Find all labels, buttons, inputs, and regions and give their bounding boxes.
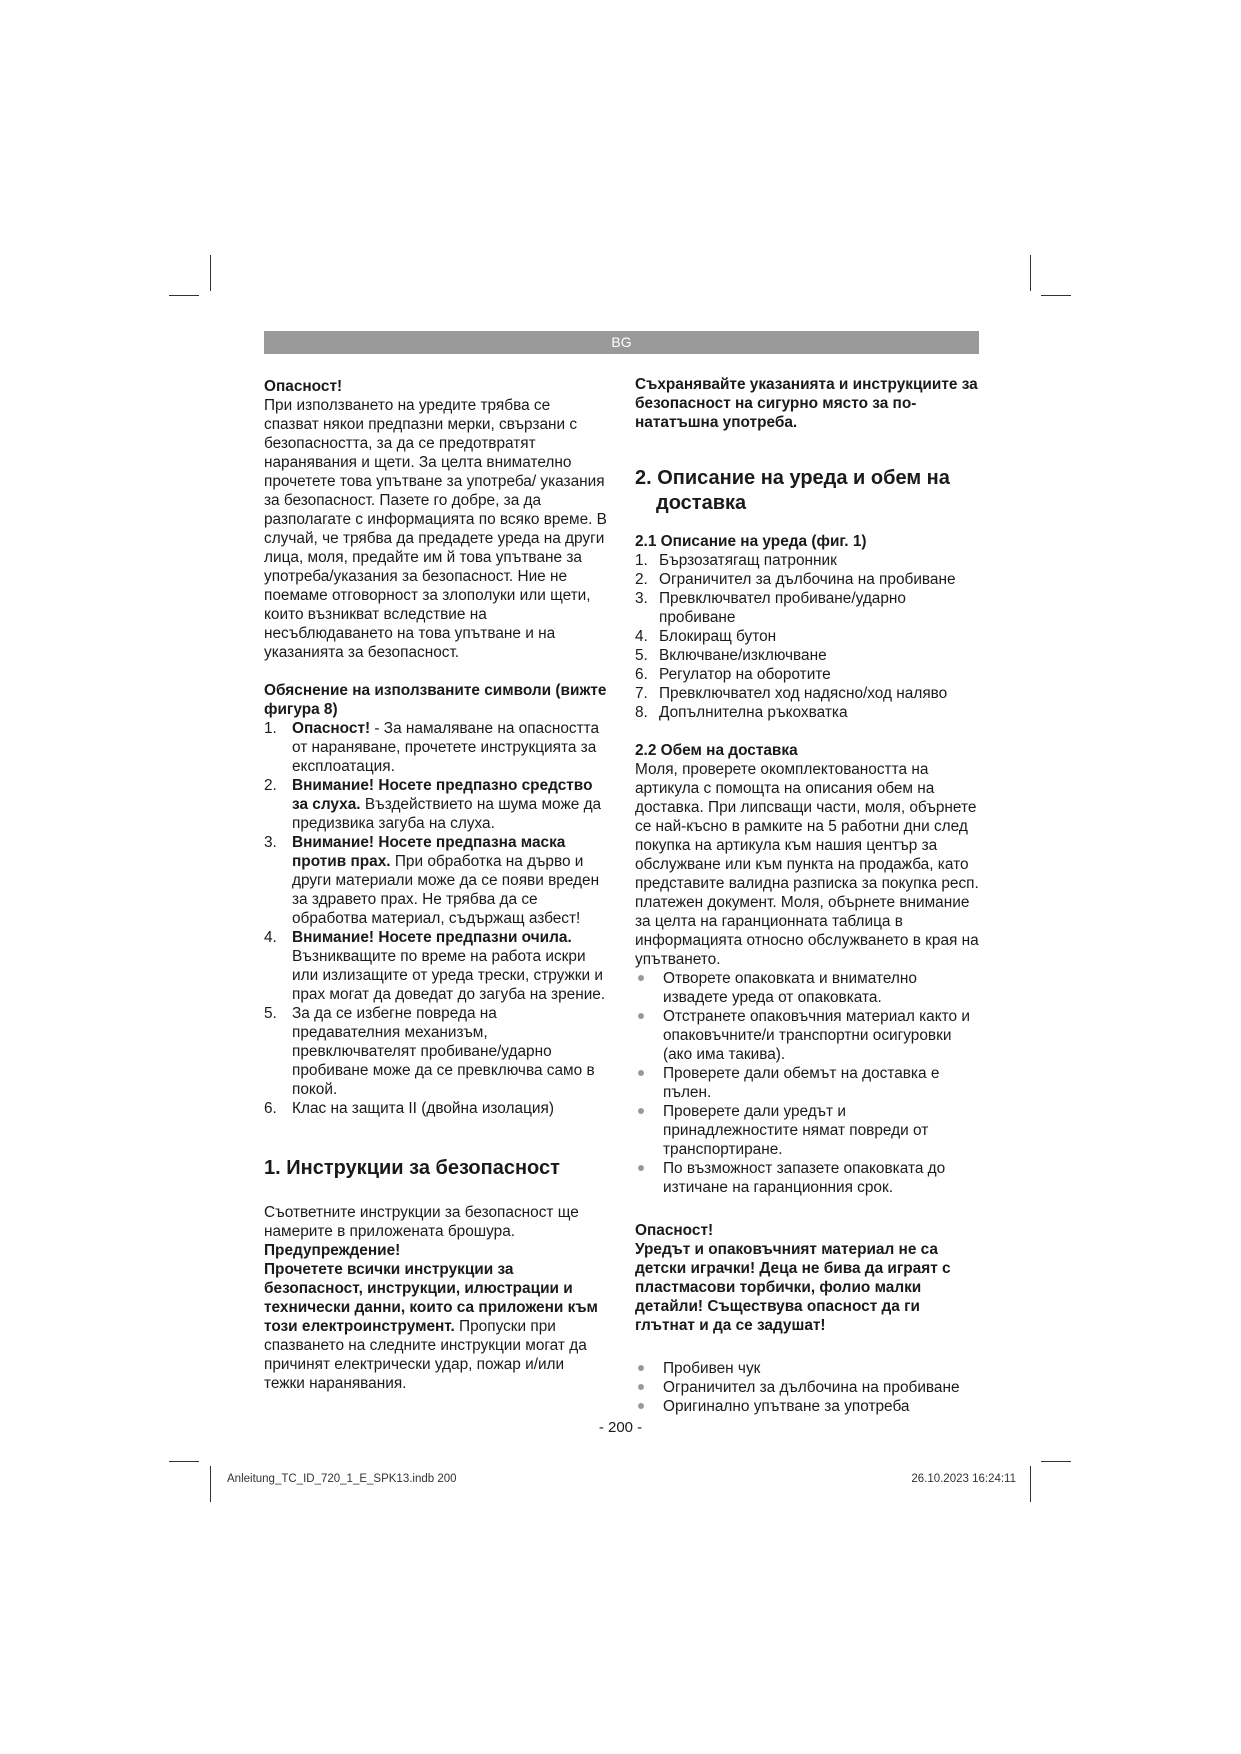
parts-list-item: 7. Превключвател ход надясно/ход наляво bbox=[635, 685, 948, 702]
symbols-list-item: 1. Опасност! - За намаляване на опасността от нараняване, прочетете инструкцията за експлоатация. bbox=[264, 720, 600, 775]
crop-mark-top-left-vertical bbox=[210, 255, 211, 291]
keep-instructions-note: Съхранявайте указанията и инструкциите за безопасност на сигурно място за по-нататъшна употреба. bbox=[635, 376, 978, 431]
symbols-list-item: 2. Внимание! Носете предпазно средство за слуха. Въздействието на шума може да предизвика загуба на слуха. bbox=[264, 777, 602, 832]
crop-mark-bottom-left-vertical bbox=[210, 1466, 211, 1502]
contents-item: Ограничител за дълбочина на пробиване bbox=[635, 1378, 980, 1397]
contents-list bbox=[635, 1359, 980, 1416]
section-1-heading: 1. Инструкции за безопасност bbox=[264, 1157, 560, 1179]
crop-mark-bottom-right-vertical bbox=[1030, 1466, 1031, 1502]
parts-list-item: 2. Ограничител за дълбочина на пробиване bbox=[635, 571, 956, 588]
delivery-steps-item: Отворете опаковката и внимателно извадете уреда от опаковката. bbox=[635, 969, 980, 1007]
contents-item: Оригинално упътване за употреба bbox=[635, 1397, 980, 1416]
crop-mark-bottom-right-horizontal bbox=[1041, 1461, 1071, 1462]
crop-mark-bottom-left-horizontal bbox=[169, 1461, 199, 1462]
danger-heading: Опасност! bbox=[264, 378, 343, 395]
delivery-steps-item: Проверете дали обемът на доставка е пълен. bbox=[635, 1064, 980, 1102]
crop-mark-top-left-horizontal bbox=[169, 295, 199, 296]
left-column bbox=[264, 377, 609, 1393]
symbols-list bbox=[264, 719, 609, 1118]
warning-heading: Предупреждение! bbox=[264, 1242, 401, 1259]
danger-paragraph: При използването на уредите трябва се спазват някои предпазни мерки, свързани с безопасността, за да се предотвратят наранявания и щети. За целта внимателно прочетете това упътване за употреба/ указания за безопасност. Пазете го добре, за да разполагате с информацията по всяко време. В случай, че трябва да предадете уреда на други лица, моля, предайте им й това упътване за употреба/указания за безопасност. Ние не поемаме отговорност за злополуки или щети, които възникват вследствие на несъблюдаването на това упътване и на указанията за безопасност. bbox=[264, 397, 607, 661]
delivery-paragraph: Моля, проверете окомплектоваността на артикула с помощта на описания обем на доставка. При липсващи части, моля, обърнете се най-късно в рамките на 5 работни дни след покупка на артикула към нашия център за обслужване или към пункта на продажба, като представите валидна разписка за покупка респ. платежен документ. Моля, обърнете внимание за целта на гаранционната таблица в информацията относно обслужването в края на упътването. bbox=[635, 761, 979, 968]
delivery-steps-item: Проверете дали уредът и принадлежностите нямат повреди от транспортиране. bbox=[635, 1102, 980, 1159]
footer-filename: Anleitung_TC_ID_720_1_E_SPK13.indb 200 bbox=[227, 1473, 457, 1485]
parts-list-item: 8. Допълнителна ръкохватка bbox=[635, 704, 848, 721]
subsection-2-2-heading: 2.2 Обем на доставка bbox=[635, 742, 798, 759]
subsection-2-1-heading: 2.1 Описание на уреда (фиг. 1) bbox=[635, 533, 867, 550]
delivery-steps-list bbox=[635, 969, 980, 1197]
delivery-steps-item: По възможност запазете опаковката до изтичане на гаранционния срок. bbox=[635, 1159, 980, 1197]
right-column bbox=[635, 375, 980, 1416]
parts-list-item: 3. Превключвател пробиване/ударно пробиване bbox=[635, 590, 906, 626]
symbols-heading: Обяснение на използваните символи (вижте фигура 8) bbox=[264, 682, 607, 718]
section-2-heading: 2. Описание на уреда и обем на доставка bbox=[635, 467, 950, 514]
symbols-list-item: 4. Внимание! Носете предпазни очила. Възникващите по време на работа искри или излизащите от уреда трески, стружки и прах могат да доведат до загуба на зрение. bbox=[264, 929, 606, 1003]
symbols-list-item: 5. За да се избегне повреда на предавателния механизъм, превключвателят пробиване/ударно пробиване може да се превключва само в покой. bbox=[264, 1005, 595, 1098]
delivery-steps-item: Отстранете опаковъчния материал както и опаковъчните/и транспортни осигуровки (ако има такива). bbox=[635, 1007, 980, 1064]
footer-timestamp: 26.10.2023 16:24:11 bbox=[911, 1473, 1016, 1485]
warning-paragraph: Прочетете всички инструкции за безопасност, инструкции, илюстрации и технически данни, които са приложени към този електроинструмент. Пропуски при спазването на следните инструкции могат да причинят електрически удар, пожар и/или тежки наранявания. bbox=[264, 1261, 598, 1392]
symbols-list-item: 3. Внимание! Носете предпазна маска против прах. При обработка на дърво и други материали може да се появи вреден за здравето прах. Не трябва да се обработва материал, съдържащ азбест! bbox=[264, 834, 600, 927]
page-number: - 200 - bbox=[598, 1419, 643, 1436]
crop-mark-top-right-horizontal bbox=[1041, 295, 1071, 296]
contents-item: Пробивен чук bbox=[635, 1359, 980, 1378]
parts-list bbox=[635, 551, 980, 722]
parts-list-item: 5. Включване/изключване bbox=[635, 647, 827, 664]
section-1-paragraph: Съответните инструкции за безопасност ще намерите в приложената брошура. bbox=[264, 1204, 579, 1240]
parts-list-item: 6. Регулатор на оборотите bbox=[635, 666, 831, 683]
danger-paragraph-right: Уредът и опаковъчният материал не са детски играчки! Деца не бива да играят с пластмасови торбички, фолио малки детайли! Съществува опасност да ги глътнат и да се задушат! bbox=[635, 1241, 951, 1334]
parts-list-item: 1. Бързозатягащ патронник bbox=[635, 552, 837, 569]
crop-mark-top-right-vertical bbox=[1030, 255, 1031, 291]
language-code: BG bbox=[611, 334, 632, 350]
symbols-list-item: 6. Клас на защита II (двойна изолация) bbox=[264, 1100, 554, 1117]
language-header-bar bbox=[264, 331, 979, 354]
parts-list-item: 4. Блокиращ бутон bbox=[635, 628, 777, 645]
danger-heading-right: Опасност! bbox=[635, 1222, 714, 1239]
